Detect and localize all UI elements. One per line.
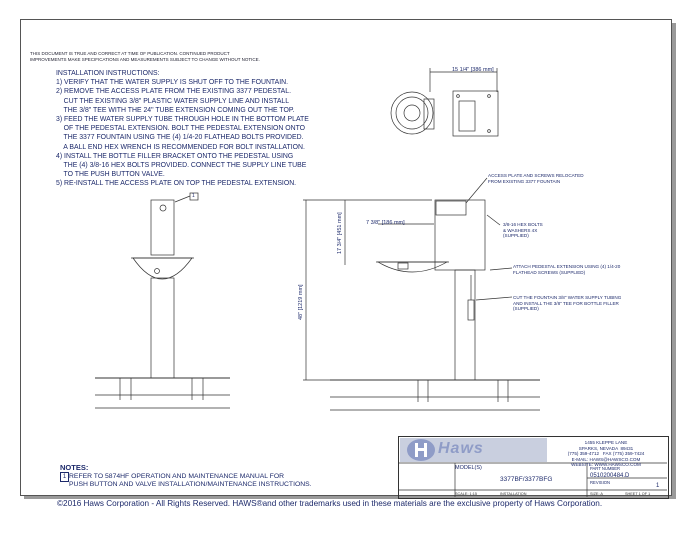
callout-hex-bolts: 3/8-16 HEX BOLTS & WASHERS 4X (SUPPLIED) bbox=[503, 222, 543, 239]
company-address bbox=[548, 440, 664, 468]
instruction-step-2: 2) REMOVE THE ACCESS PLATE FROM THE EXISTING 3377 PEDESTAL. CUT THE EXISTING 3/8" PLASTIC WATER SUPPLY LINE AND INSTALL THE 3/8" TEE WITH THE 24" TUBE EXTENSION COMING OUT THE TOP. bbox=[56, 88, 295, 114]
dim-top-width: 15 1/4" [386 mm] bbox=[452, 67, 494, 73]
callout-pedestal-extension: ATTACH PEDESTAL EXTENSION USING (4) 1/4-20 FLATHEAD SCREWS (SUPPLIED) bbox=[513, 264, 621, 275]
dim-bowl-height: 17 3/4" [451 mm] bbox=[337, 212, 343, 254]
drawing-type: INSTALLATION bbox=[500, 492, 527, 496]
part-number-value: 0510200484.D bbox=[590, 473, 630, 479]
callout-access-plate: ACCESS PLATE AND SCREWS RELOCATED FROM EXISTING 3377 FOUNTAIN bbox=[488, 173, 584, 184]
revision-label: REVISION bbox=[590, 480, 611, 485]
disclaimer: THIS DOCUMENT IS TRUE AND CORRECT AT TIME OF PUBLICATION. CONTINUED PRODUCT IMPROVEMENTS MAKE SPECIFICATIONS AND MEASUREMENTS SUBJECT TO CHANGE WITHOUT NOTICE. bbox=[30, 51, 260, 62]
note-number: 1 bbox=[60, 472, 69, 482]
notes-heading: NOTES: bbox=[60, 463, 89, 472]
instruction-step-4: 4) INSTALL THE BOTTLE FILLER BRACKET ONTO THE PEDESTAL USING THE (4) 3/8-16 HEX BOLTS PROVIDED. CONNECT THE SUPPLY LINE TUBE TO THE PUSH BUTTON VALVE. bbox=[56, 152, 307, 179]
instructions-title: INSTALLATION INSTRUCTIONS: bbox=[56, 70, 160, 77]
balloon-1: 1 bbox=[192, 193, 195, 199]
scale-text: SCALE: 1:15 bbox=[455, 492, 477, 496]
model-label: MODEL(S) bbox=[455, 465, 482, 471]
callout-tubing: CUT THE FOUNTAIN 3/8" WATER SUPPLY TUBING AND INSTALL THE 3/8" TEE FOR BOTTLE FILLER (SUPPLIED) bbox=[513, 295, 622, 312]
model-value: 3377BF/3377BFG bbox=[500, 476, 553, 483]
part-number-label: PART NUMBER bbox=[590, 466, 621, 471]
instruction-step-5: 5) RE-INSTALL THE ACCESS PLATE ON TOP THE PEDESTAL EXTENSION. bbox=[56, 180, 297, 188]
haws-logo-text: Haws bbox=[438, 440, 484, 457]
sheet-text: SHEET 1 OF 1 bbox=[625, 492, 651, 496]
notes-text: REFER TO 5874HF OPERATION AND MAINTENANCE MANUAL FOR PUSH BUTTON AND VALVE INSTALLATION/MAINTENANCE INSTRUCTIONS. bbox=[69, 473, 312, 489]
address-text: 1455 KLEPPE LANE SPARKS, NEVADA 89431 (775) 359-4712 FAX (775) 359-7424 E-MAIL: HAWS@HAWSCO.COM WEBSITE: WWW.HAWSCO.COM bbox=[567, 440, 645, 468]
size-text: SIZE: A bbox=[590, 492, 603, 496]
dim-overall-height: 48" [1219 mm] bbox=[298, 284, 304, 320]
dim-bowl-offset: 7 3/8" [186 mm] bbox=[366, 220, 405, 226]
revision-value: 1 bbox=[656, 483, 660, 489]
copyright-footer: ©2016 Haws Corporation - All Rights Reserved. HAWS®and other trademarks used in these materials are the exclusive property of Haws Corporation. bbox=[57, 499, 603, 508]
instruction-step-1: 1) VERIFY THAT THE WATER SUPPLY IS SHUT OFF TO THE FOUNTAIN. bbox=[56, 79, 289, 87]
instruction-step-3: 3) FEED THE WATER SUPPLY TUBE THROUGH HOLE IN THE BOTTOM PLATE OF THE PEDESTAL EXTENSION. BOLT THE PEDESTAL EXTENSION ONTO THE 3377 FOUNTAIN USING THE (4) 1/4-20 FLATHEAD BOLTS PROVIDED. A BALL END HEX WRENCH IS RECOMMENDED FOR BOLT INSTALLATION. bbox=[56, 116, 309, 151]
